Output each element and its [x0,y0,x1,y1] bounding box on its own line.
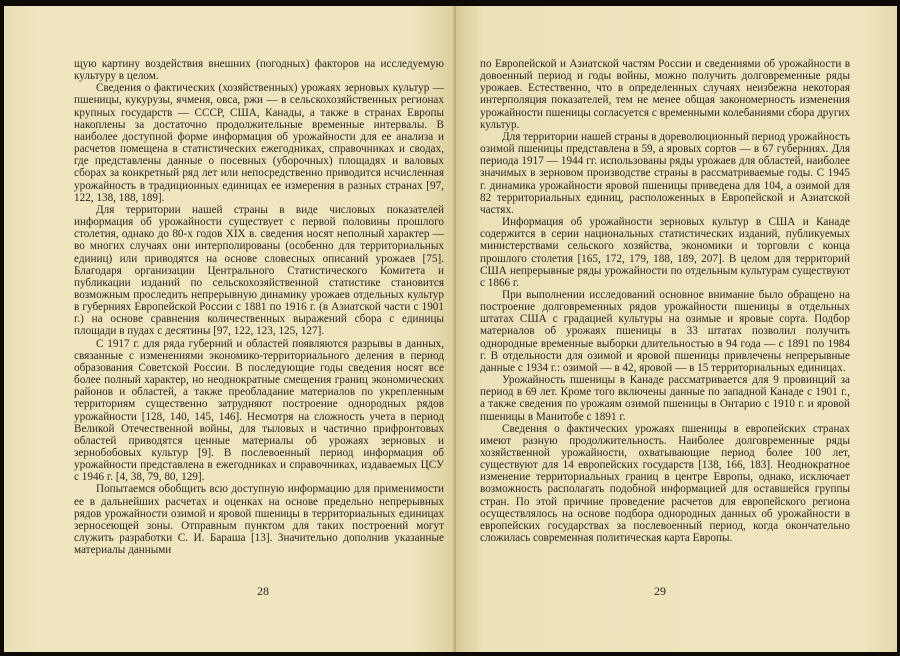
paragraph: щую картину воздействия внешних (погодных) факторов на исследуемую культуру в целом. [74,58,444,83]
paragraph: Попытаемся обобщить всю доступную информацию для применимости ее в дальнейших расчетах и оценках на основе предельно непрерывных рядов урожайности озимой и яровой пшеницы в территориальных единицах зерносеющей зоны. Отправным пунктом для таких построений могут служить разработки С. И. Бараша [13]. Значительно дополнив указанные материалы данными [74,483,444,557]
right-page-text [480,58,850,544]
paragraph: Для территории нашей страны в виде числовых показателей информация об урожайности существует с первой половины прошлого столетия, однако до 80-х годов XIX в. сведения носят неполный характер — во многих случаях они интерполированы (особенно для территориальных единиц) или приводятся на основе словесных описаний урожаев [75]. Благодаря организации Центрального Статистического Комитета и публикации изданий по сельскохозяйственной статистике становится возможным проследить непрерывную динамику урожаев отдельных культур в губерниях Европейской России с 1881 по 1916 г. (в Азиатской части с 1901 г.) на основе сравнения количественных выражений сбора с единицы площади в пудах с десятины [97, 122, 123, 125, 127]. [74,203,444,338]
paragraph: Урожайность пшеницы в Канаде рассматривается для 9 провинций за период в 69 лет. Кроме того включены данные по западной Канаде с 1901 г., а также сведения по урожаям озимой пшеницы в Онтарио с 1910 г. и яровой пшеницы в Манитобе с 1891 г. [480,374,850,423]
book-spread [4,6,897,653]
paragraph: Сведения о фактических урожаях пшеницы в европейских странах имеют разную продолжительность. Наиболее долговременные ряды хозяйственной урожайности, охватывающие период более 100 лет, существуют для 14 европейских государств [138, 166, 183]. Неоднократное изменение территориальных границ в центре Европы, однако, исключает возможность располагать подобной информацией для оставшейся группы стран. По этой причине проведение расчетов для европейского региона осуществлялось на основе подбора однородных данных об урожайности в европейских государствах за послевоенный период, когда окончательно сложилась современная политическая карта Европы. [480,422,850,545]
paragraph: С 1917 г. для ряда губерний и областей появляются разрывы в данных, связанные с изменениями экономико-территориального деления в период образования Советской России. В последующие годы сведения носят все более полный характер, но неоднократные смещения границ экономических районов и областей, а также преобладание материалов по укрепленным территориям существенно затрудняют построение однородных рядов урожайности [128, 140, 145, 146]. Несмотря на сложность учета в период Великой Отечественной войны, для тыловых и частично прифронтовых областей приводятся ценные материалы об урожаях зерновых и зернобобовых культур [9]. В послевоенный период информация об урожайности представлена в ежегодниках и справочниках, издаваемых ЦСУ с 1946 г. [4, 38, 79, 80, 129]. [74,337,444,484]
left-page-text [74,58,444,556]
paragraph: Сведения о фактических (хозяйственных) урожаях зерновых культур — пшеницы, кукурузы, ячменя, овса, ржи — в сельскохозяйственных регионах крупных государств — СССР, США, Канады, а также в странах Европы накоплены за достаточно продолжительные временные интервалы. В наиболее доступной форме информация об урожайности для ее анализа и расчетов помещена в статистических ежегодниках, справочниках и сводах, где представлены данные о посевных (уборочных) площадях и валовых сборах за конкретный ряд лет или непосредственно приводится исчисленная урожайность в традиционных единицах ее измерения в разных странах [97, 122, 138, 188, 189]. [74,82,444,204]
right-page [456,6,897,652]
paragraph: Информация об урожайности зерновых культур в США и Канаде содержится в серии национальных статистических изданий, публикуемых министерствами сельского хозяйства, экономики и торговли с конца прошлого столетия [165, 172, 179, 188, 189, 207]. В целом для территорий США непрерывные ряды урожайности по отдельным культурам существуют с 1866 г. [480,216,850,289]
page-number-left: 28 [257,584,269,598]
paragraph: по Европейской и Азиатской частям России и сведениями об урожайности в довоенный период и годы войны, можно получить долговременные ряды урожаев. Естественно, что в определенных случаях неизбежна некоторая интерполяция показателей, тем не менее общая закономерность изменения урожайности пшеницы согласуется с временными колебаниями сбора других культур. [480,58,850,131]
page-number-right: 29 [654,584,666,598]
left-page [4,6,456,652]
paragraph: Для территории нашей страны в дореволюционный период урожайность озимой пшеницы представлена в 59, а яровых сортов — в 67 губерниях. Для периода 1917 — 1944 гг. использованы ряды урожаев для областей, наиболее значимых в зерновом производстве страны в рассматриваемые годы. С 1945 г. динамика урожайности яровой пшеницы приведена для 104, а озимой для 82 территориальных единиц, расположенных в Европейской и Азиатской частях. [480,130,850,216]
paragraph: При выполнении исследований основное внимание было обращено на построение долговременных рядов урожайности пшеницы в отдельных штатах США с градацией культуры на озимые и яровые сорта. Подбор материалов об урожаях пшеницы в 33 штатах позволил получить однородные временные выборки длительностью в 94 года — с 1891 по 1984 г. В отдельности для озимой и яровой пшеницы привлечены непрерывные данные с 1934 г.: озимой — в 42, яровой — в 15 территориальных единицах. [480,288,850,374]
